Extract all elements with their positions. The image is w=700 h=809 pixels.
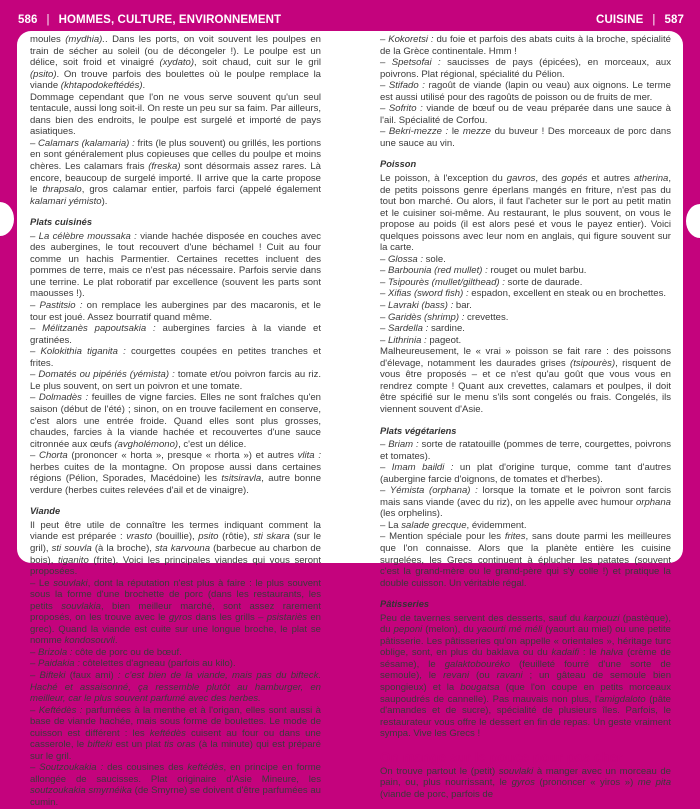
italic-term: – Garidès (shrimp) : xyxy=(380,311,465,323)
italic-term: karpouzi xyxy=(583,612,620,624)
text-run: (prononcer « horta », presque « rhorta ») et autres xyxy=(67,450,298,462)
paragraph xyxy=(30,231,321,300)
left-page xyxy=(17,31,352,808)
paragraph xyxy=(380,335,671,347)
italic-term: ravani xyxy=(496,670,523,682)
italic-term: souvlaki xyxy=(53,577,88,589)
text-run: . xyxy=(142,80,146,92)
text-run: en grec). Quand la viande est cuite sur une longue broche, le plat se nomme xyxy=(30,612,321,647)
text-run: (pâte d'amandes et de sucre), spécialité de plusieurs îles. Parfois, le restaurateur vous offre le dessert en fin de repas. Un geste vraiment sympa. Vive les Grecs ! xyxy=(380,693,671,740)
italic-term: peponi xyxy=(393,624,423,636)
text-run: est un plat xyxy=(112,739,165,751)
italic-term: (freska) xyxy=(148,161,181,173)
paragraph xyxy=(380,462,671,485)
paragraph xyxy=(380,288,671,300)
thumb-index-tab xyxy=(686,204,700,238)
italic-term: bougatsa xyxy=(460,681,500,693)
italic-term: – Tsipourès (mullet/gilthead) : xyxy=(380,276,505,288)
paragraph xyxy=(380,323,671,335)
subsection-heading: Pâtisseries xyxy=(380,599,430,610)
italic-term: frites xyxy=(504,531,526,543)
text-run: espadon, excellent en steak ou en brochettes. xyxy=(468,288,667,300)
paragraph xyxy=(380,57,671,80)
text-run: le xyxy=(448,126,463,138)
paragraph xyxy=(380,126,671,149)
italic-term: (psito) xyxy=(30,68,57,80)
italic-term: – Sardella : xyxy=(380,323,429,335)
page-number-right: 587 xyxy=(664,14,684,26)
italic-term: salade grecque xyxy=(401,519,467,531)
subsection-heading: Viande xyxy=(30,506,61,517)
text-run: (barbecue au charbon de bois), xyxy=(30,542,321,566)
italic-term: yaourti mé méli xyxy=(476,624,543,636)
text-run: (yaourt au miel) ou une petite pâtisserie. Les pâtisseries qu'on appelle « orientales », héritage turc oblige, sont, en plus du baklava ou du xyxy=(380,624,671,659)
italic-term: – Briam : xyxy=(380,439,419,451)
section-title-right: CUISINE xyxy=(596,14,644,26)
text-run: un plat d'origine turque, comme tant d'autres (aubergine farcie d'oignons, de tomates et d'herbes). xyxy=(380,462,672,485)
italic-term: : c'est bien de la viande, mais pas du bifteck. Haché et assaisonné, ça ressemble plutôt au hamburger, en meilleur, car le plus souvent parfumé avec des herbes. xyxy=(30,669,321,705)
italic-term: tis oras xyxy=(164,739,196,751)
italic-term: souvlaki xyxy=(498,765,534,777)
italic-term: – Pastitsio : xyxy=(30,300,83,312)
paragraph xyxy=(380,300,671,312)
text-run: dans les grills – xyxy=(192,612,267,624)
text-run: . xyxy=(114,635,118,647)
italic-term: (avgholémono) xyxy=(114,438,179,450)
italic-term: tsitsiravla xyxy=(221,473,262,485)
paragraph xyxy=(380,173,671,254)
italic-term: – Keftédès : xyxy=(30,704,83,716)
italic-term: – Bekri-mezze : xyxy=(380,126,449,138)
italic-term: revani xyxy=(443,670,470,682)
text-run: (à la broche), xyxy=(91,542,155,554)
text-run: (faux ami) xyxy=(65,669,118,681)
text-run: , dont la réputation n'est plus à faire : le plus souvent sous la forme d'une brochette de porc (dans les restaurants, les petits xyxy=(30,577,321,612)
paragraph xyxy=(380,531,671,589)
text-run: , des xyxy=(535,173,562,185)
italic-term: – Imam baildi : xyxy=(380,462,454,474)
text-run: , c'est un délice. xyxy=(178,438,247,450)
text-run: , sans doute parmi les meilleures que l'on connaisse. Alors que la planète entière les cuisine surgelées, les Grecs continuent à éplucher les patates (souvent c'est la grand-mère ou le grand-père qui s'y colle !) et pratique la double cuisson. Un véritable régal. xyxy=(380,531,671,589)
text-run: à manger avec un morceau de pain, ou, plus nourrissant, le xyxy=(380,765,671,789)
text-run: Dommage cependant que l'on ne vous serve souvent qu'un seul tentacule, aussi long soit-il. On reste un peu sur sa faim. Par ailleurs, dans bien des endroits, le poulpe est surgelé et importé de pays asiatiques. xyxy=(30,91,321,138)
text-run: pageot. xyxy=(426,334,462,346)
text-run: côte de porc ou de bœuf. xyxy=(72,646,182,658)
paragraph xyxy=(380,80,671,103)
text-run: du foie et parfois des abats cuits à la broche, spécialité de la Grèce continentale. Hmm ! xyxy=(380,34,671,57)
italic-term: – Kokoretsi : xyxy=(380,34,434,45)
text-run: (à la minute) qui est préparé sur le gril. xyxy=(30,739,321,762)
italic-term: – Glossa : xyxy=(380,253,423,265)
text-run: frits (le plus souvent) ou grillés, les portions en sont généralement plus copieuses que celles du poulpe et moins chères. Les calamars frais xyxy=(30,137,322,173)
italic-term: keftédès xyxy=(149,727,186,739)
paragraph xyxy=(30,369,321,392)
text-run: viande de bœuf ou de veau préparée dans une sauce à l'ail. Spécialité de Corfou. xyxy=(380,103,671,126)
italic-term: halva xyxy=(600,647,624,659)
text-run: sorte de ratatouille (pommes de terre, courgettes, poivrons et tomates). xyxy=(380,439,671,462)
paragraph xyxy=(30,346,321,369)
italic-term: amigdaloto xyxy=(598,693,646,705)
text-run: parfumées à la menthe et à l'origan, elles sont aussi à base de viande hachée, mais sous forme de boulettes. Le mode de cuisson est différent : les xyxy=(30,704,321,739)
italic-term: mezze xyxy=(462,126,491,138)
text-run: (feuilleté fourré d'une sorte de semoule), le xyxy=(380,658,671,682)
italic-term: soutzoukakia smyrnéika xyxy=(30,785,132,797)
header-separator: | xyxy=(46,14,50,26)
text-run: , évidemment. xyxy=(466,519,527,531)
italic-term: – Lavraki (bass) : xyxy=(380,300,454,312)
italic-term: keftédès xyxy=(187,762,224,774)
paragraph xyxy=(30,705,321,763)
italic-term: thrapsalo xyxy=(42,184,82,196)
page-number-left: 586 xyxy=(18,14,38,26)
text-run: , de petits poissons genre éperlans mangés en friture, n'est pas du tout bon marché. Ou alors, il faut l'acheter sur le port au petit matin et le cuisiner soi-même. Au restaurant, le plus souvent, on vous le propose au poids (il est alors pesé et vous le payez entier). Voici quelques poissons avec leur nom en anglais, qui figure souvent sur la carte. xyxy=(380,173,671,254)
text-run: (de Smyrne) se doivent d'être parfumées au cumin. xyxy=(30,785,321,808)
text-run: – xyxy=(30,450,40,462)
italic-term: – Stifado : xyxy=(380,80,425,92)
text-run: , autre bonne verdure (herbes cuites relevées d'ail et de vinaigre). xyxy=(30,473,322,496)
text-run: viande hachée disposée en couches avec des aubergines, le tout recouvert d'une béchamel ! Cuit au four comme un hachis Parmentier. Certaines recettes incluent des pommes de terre, mais ce n'est pas nécessaire. Parfois servie dans une terrine. Le plat roboratif par excellence (souvent les parts sont maousses !). xyxy=(30,230,321,300)
italic-term: (tsipourès) xyxy=(570,357,616,369)
text-run: herbes cuites de la montagne. On propose aussi dans certaines régions (Pélion, Sporades, Macédoine) les xyxy=(30,461,321,485)
text-run: (bouillie), xyxy=(152,531,199,543)
section-heading: On mange sur le pouce pour pas cher xyxy=(380,749,623,765)
text-run: (viande de porc, parfois de xyxy=(380,788,494,800)
italic-term: – Bifteki xyxy=(30,669,66,681)
text-run: (sur le gril), xyxy=(30,531,321,554)
italic-term: souvlakia xyxy=(61,600,101,612)
paragraph xyxy=(380,346,671,415)
text-run: du buveur ! Des morceaux de porc dans une sauce au vin. xyxy=(380,126,671,149)
text-run: , gros calamar entier, parfois farci (appelé également xyxy=(81,184,321,196)
text-run: – Le xyxy=(30,577,54,589)
paragraph xyxy=(30,658,321,670)
paragraph xyxy=(30,92,321,138)
text-run: , soit chaud, cuit sur le gril xyxy=(194,57,322,69)
paragraph xyxy=(380,613,671,740)
italic-term: – Spetsofai : xyxy=(380,57,441,69)
running-header-left xyxy=(18,14,281,26)
text-run: crevettes. xyxy=(464,311,509,323)
paragraph xyxy=(30,520,321,578)
text-run: sardine. xyxy=(428,323,465,335)
text-run: ). xyxy=(101,195,108,207)
text-run: sole. xyxy=(422,253,446,265)
text-run: (pastèque), du xyxy=(380,612,671,636)
paragraph xyxy=(380,34,671,57)
paragraph xyxy=(30,34,321,92)
italic-term: sti skara xyxy=(253,531,290,543)
text-run: (que l'on coupe en petits morceaux saupoudrés de cannelle). Pas mauvais non plus, l' xyxy=(380,681,672,705)
italic-term: – Domatés ou pipériés (yémista) : xyxy=(30,369,175,381)
text-run: sont désormais assez rares. Là encore, beaucoup de surgelé importé. Il arrive que la carte propose le xyxy=(30,161,321,196)
paragraph xyxy=(380,520,671,532)
italic-term: – Soutzoukakia : xyxy=(30,762,104,774)
italic-term: atherina xyxy=(633,173,669,185)
paragraph xyxy=(30,138,321,207)
paragraph xyxy=(30,323,321,346)
text-run: saucisses de pays (épicées), en morceaux, aux poivrons. Plat régional, spécialité du Pélion. xyxy=(380,57,671,80)
italic-term: kondosouvli xyxy=(64,635,115,647)
text-run: feuilles de vigne farcies. Elles ne sont fraîches qu'en saison (début de l'été) ; sinon, on en trouve facilement en conserve, c'est alors une entrée froide. Quand elles sont plus grosses, chaudes, farcies à la viande hachée et recouvertes d'une sauce citronnée aux œufs xyxy=(30,392,321,450)
italic-term: gavros xyxy=(506,173,536,185)
text-run: : le xyxy=(579,647,601,659)
italic-term: – La célèbre moussaka : xyxy=(30,230,137,242)
section-title-left: HOMMES, CULTURE, ENVIRONNEMENT xyxy=(58,14,282,26)
italic-term: gyros xyxy=(168,612,193,624)
italic-term: kalamari yémisto xyxy=(30,195,102,207)
text-run: rouget ou mulet barbu. xyxy=(487,265,587,277)
italic-term: – Yémista (orphana) : xyxy=(380,485,478,497)
paragraph xyxy=(30,450,321,496)
text-run: ; un gâteau de semoule bien spongieux) et la xyxy=(380,670,672,693)
text-run: on remplace les aubergines par des macaronis, et le tour est joué. Assez bourratif quand même. xyxy=(30,300,321,323)
thumb-index-tab xyxy=(0,202,14,236)
paragraph xyxy=(30,300,321,323)
italic-term: bifteki xyxy=(87,739,113,751)
text-run: . On trouve parfois des boulettes où le poulpe remplace la viande xyxy=(30,68,321,92)
text-run: , bien meilleur marché, sont assez rarement proposés, on les trouve avec le xyxy=(30,600,321,624)
text-run: , en principe en forme allongée de saucisses. Plat originaire d'Asie Mineure, les xyxy=(30,762,321,785)
left-page-text xyxy=(30,34,321,809)
italic-term: (mydhia). xyxy=(65,34,105,45)
italic-term: (xydato) xyxy=(159,57,195,69)
text-run: cuisent au four ou dans une casserole, le xyxy=(30,727,321,751)
subsection-heading: Plats cuisinés xyxy=(30,217,93,228)
italic-term: – Lithrinia : xyxy=(380,334,427,346)
italic-term: – Barbounia (red mullet) : xyxy=(380,265,488,277)
italic-term: kadaifi xyxy=(551,647,580,659)
text-run: ragoût de viande (lapin ou veau) aux oignons. Le terme est aussi utilisé pour des ragoûts de poisson ou de fruits de mer. xyxy=(380,80,671,103)
paragraph xyxy=(380,312,671,324)
text-run: courgettes coupées en petites tranches et frites. xyxy=(30,346,321,369)
text-run: Le poisson, à l'exception du xyxy=(380,173,507,185)
italic-term: gyros xyxy=(511,777,535,789)
paragraph xyxy=(380,103,671,126)
italic-term: – Xifias (sword fish) : xyxy=(380,288,469,300)
italic-term: sti souvla xyxy=(51,542,92,554)
italic-term: – Calamars (kalamaria) : xyxy=(30,137,135,149)
text-run: (frite). Voici les principales viandes qui vous seront proposées. xyxy=(30,554,321,578)
text-run: – La xyxy=(380,519,402,531)
italic-term: – Kolokithia tiganita : xyxy=(30,346,126,358)
italic-term: orphana xyxy=(635,496,671,508)
paragraph xyxy=(30,670,321,705)
paragraph xyxy=(30,392,321,450)
italic-term: – Dolmadès : xyxy=(30,392,89,404)
italic-term: me pita xyxy=(637,777,672,789)
text-run: (ou xyxy=(469,670,497,682)
paragraph xyxy=(30,578,321,647)
text-run: Il peut être utile de connaître les termes indiquant comment la viande est préparée : xyxy=(30,519,321,543)
italic-term: psistariès xyxy=(266,612,308,624)
running-header-right xyxy=(596,14,684,26)
text-run: (rôtie), xyxy=(218,531,254,543)
text-run: côtelettes d'agneau (parfois au kilo). xyxy=(79,658,236,670)
text-run: des cousines des xyxy=(103,762,188,774)
paragraph xyxy=(380,254,671,266)
italic-term: vrasto xyxy=(126,531,153,543)
italic-term: tiganito xyxy=(57,554,89,566)
header-separator: | xyxy=(652,14,656,26)
subsection-heading: Poisson xyxy=(380,159,417,170)
italic-term: – Mélitzanès papoutsakia : xyxy=(30,323,156,335)
text-run: Malheureusement, le « vrai » poisson se fait rare : des poissons d'élevage, notamment les daurades grises xyxy=(380,346,671,369)
italic-term: vlita : xyxy=(297,450,321,462)
italic-term: – Paidakia : xyxy=(30,658,80,670)
italic-term: Chorta xyxy=(39,450,68,462)
text-run: On trouve partout le (petit) xyxy=(380,765,499,777)
paragraph xyxy=(380,766,671,801)
text-run: moules xyxy=(30,34,66,45)
italic-term: (khtapodokeftédés) xyxy=(60,80,143,92)
italic-term: psito xyxy=(198,531,219,543)
text-run: (crème de sésame), le xyxy=(380,647,671,670)
right-page xyxy=(350,31,683,800)
paragraph xyxy=(380,439,671,462)
text-run: . Dans les ports, on voit souvent les poulpes en train de sécher au soleil (ou de décongeler !). Le poulpe est un délice, soit froid et vinaigré xyxy=(30,34,321,69)
text-run: (les orphelins). xyxy=(380,508,443,520)
italic-term: galaktobouréko xyxy=(444,658,511,670)
italic-term: – Sofrito : xyxy=(380,103,423,115)
text-run: , risquent de vous être proposés – et ce n'est qu'au goût que vous vous en rendrez compte ! Quant aux crevettes, calamars et poulpes, il doit être spécifié sur le menu s'ils sont congelés ou frais. Congelés, ils viennent souvent d'Asie. xyxy=(380,357,671,415)
text-run: bar. xyxy=(453,300,472,312)
text-run: Peu de tavernes servent des desserts, sauf du xyxy=(380,612,584,624)
text-run: (prononcer « yiros ») xyxy=(534,777,638,789)
paragraph xyxy=(380,277,671,289)
italic-term: sta karvouna xyxy=(154,542,211,554)
paragraph xyxy=(30,647,321,659)
italic-term: – Brizola : xyxy=(30,646,73,658)
text-run: – Mention spéciale pour les xyxy=(380,531,505,543)
text-run: aubergines farcies à la viande et gratinées. xyxy=(30,323,321,346)
text-run: sorte de daurade. xyxy=(504,276,583,288)
text-run: tomate et/ou poivron farcis au riz. Le plus souvent, on sert un poivron et une tomate. xyxy=(30,369,321,392)
paragraph xyxy=(380,265,671,277)
right-page-text xyxy=(380,34,671,800)
text-run: lorsque la tomate et le poivron sont farcis mais sans viande (avec du riz), on les appelle avec humour xyxy=(380,485,671,508)
text-run: et autres xyxy=(587,173,634,185)
paragraph xyxy=(30,762,321,808)
italic-term: gopés xyxy=(561,173,588,185)
paragraph xyxy=(380,485,671,520)
subsection-heading: Plats végétariens xyxy=(380,425,457,436)
text-run: (melon), du xyxy=(422,624,477,636)
